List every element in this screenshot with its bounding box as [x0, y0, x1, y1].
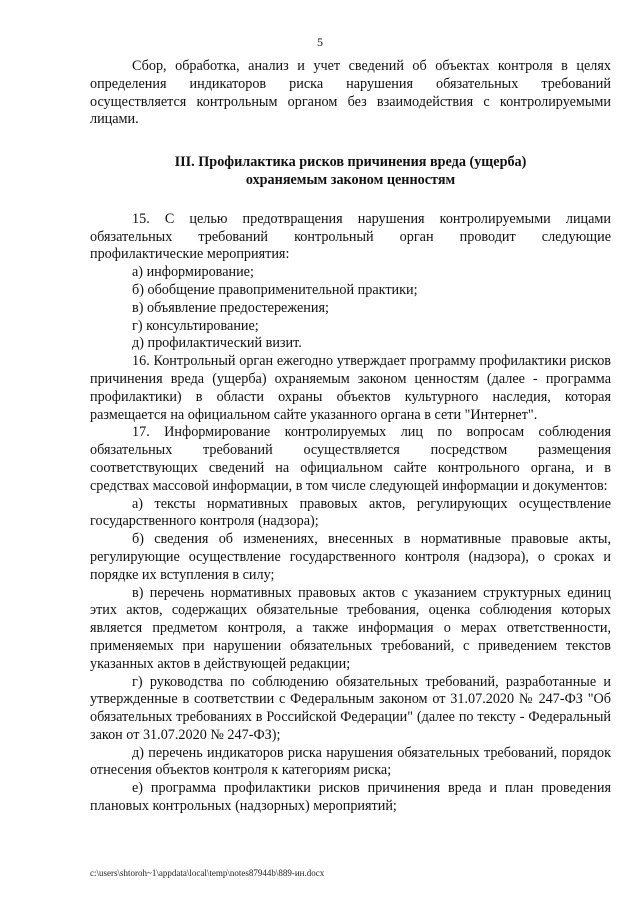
list-item: г) консультирование;: [132, 317, 259, 334]
footer-file-path: c:\users\shtoroh~1\appdata\local\temp\notes87944b\889-ин.docx: [90, 868, 325, 878]
paragraph-intro: Сбор, обработка, анализ и учет сведений об объектах контроля в целях определения индикаторов риска нарушения обязательных требований осуществляется контрольным органом без взаимодействия с контролируемыми лицами.: [90, 58, 611, 128]
paragraph-17-e: д) перечень индикаторов риска нарушения обязательных требований, порядок отнесения объектов контроля к категориям риска;: [90, 744, 611, 779]
paragraph-17-b: б) сведения об изменениях, внесенных в нормативные правовые акты, регулирующие осуществление государственного контроля (надзора), о сроках и порядке их вступления в силу;: [90, 531, 611, 583]
paragraph-15: 15. С целью предотвращения нарушения контролируемыми лицами обязательных требований контрольный орган проводит следующие профилактические мероприятия:: [90, 210, 611, 263]
paragraph-17: 17. Информирование контролируемых лиц по вопросам соблюдения обязательных требований осуществляется посредством размещения соответствующих сведений на официальном сайте контрольного органа, и в средствах массовой информации, в том числе следующей информации и документов:: [90, 424, 611, 494]
list-item: д) профилактический визит.: [132, 335, 302, 352]
list-item: б) обобщение правоприменительной практики;: [132, 281, 418, 298]
paragraph-17-a: а) тексты нормативных правовых актов, регулирующих осуществление государственного контроля (надзора);: [90, 495, 611, 530]
document-body: [90, 58, 611, 816]
list-item: в) объявление предостережения;: [132, 299, 329, 316]
section-title-line-2: охраняемым законом ценностям: [245, 171, 456, 188]
paragraph-17-d: г) руководства по соблюдению обязательных требований, разработанные и утвержденные в соответствии с Федеральным законом от 31.07.2020 № 247-ФЗ "Об обязательных требованиях в Российской Федерации" (далее по тексту - Федеральный закон от 31.07.2020 № 247-ФЗ);: [90, 673, 611, 743]
paragraph-16: 16. Контрольный орган ежегодно утверждает программу профилактики рисков причинения вреда (ущерба) охраняемым законом ценностям (далее - программа профилактики) в области охраны объектов культурного наследия, которая размещается на официальном сайте указанного органа в сети "Интернет".: [90, 353, 611, 423]
list-item: а) информирование;: [132, 264, 254, 281]
paragraph-17-c: в) перечень нормативных правовых актов с указанием структурных единиц этих актов, содержащих обязательные требования, оценка соблюдения которых является предметом контроля, а также информация о мерах ответственности, применяемых при нарушении обязательных требований, с приведением текстов указанных актов в действующей редакции;: [90, 584, 611, 672]
paragraph-17-f: е) программа профилактики рисков причинения вреда и план проведения плановых контрольных (надзорных) мероприятий;: [90, 780, 611, 815]
page-number: 5: [317, 35, 323, 49]
section-title-line-1: III. Профилактика рисков причинения вреда (ущерба): [174, 154, 527, 171]
